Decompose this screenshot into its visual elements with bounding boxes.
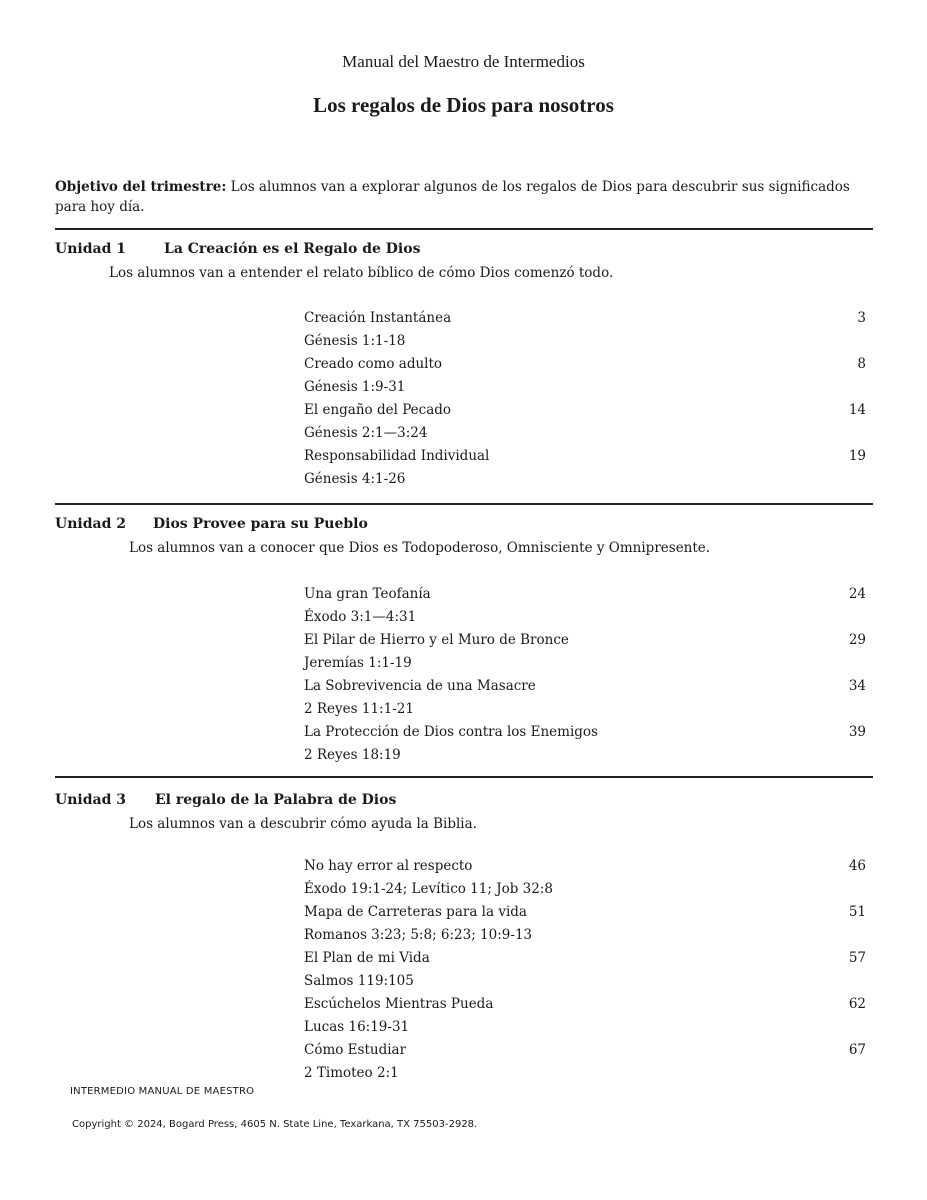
lesson-page-number: 8 [857,356,866,372]
lesson-scripture-row [304,376,866,399]
lesson-page-number: 19 [848,448,866,464]
section-divider [55,776,873,778]
lesson-scripture-row [304,744,866,767]
lesson-title: La Protección de Dios contra los Enemigos [304,724,598,740]
lesson-scripture: 2 Reyes 11:1-21 [304,701,414,717]
lesson-scripture-row [304,970,866,993]
lesson-page-number: 24 [848,586,866,602]
lesson-page-number: 51 [848,904,866,920]
lesson-row [304,583,866,606]
lesson-row [304,1039,866,1062]
lesson-scripture: Éxodo 3:1—4:31 [304,609,417,625]
unit-3-heading [55,792,396,808]
lesson-scripture-row [304,1016,866,1039]
lesson-title: El engaño del Pecado [304,402,452,418]
lesson-list [304,583,866,767]
lesson-row [304,353,866,376]
lesson-scripture-row [304,422,866,445]
lesson-scripture: Jeremías 1:1-19 [304,655,412,671]
unit-number: Unidad 3 [55,792,126,808]
lesson-page-number: 62 [848,996,866,1012]
lesson-scripture-row [304,878,866,901]
lesson-scripture-row [304,652,866,675]
lesson-scripture: Génesis 4:1-26 [304,471,406,487]
lesson-scripture-row [304,330,866,353]
lesson-title: Mapa de Carreteras para la vida [304,904,527,920]
lesson-page-number: 29 [848,632,866,648]
lesson-title: Responsabilidad Individual [304,448,490,464]
footer-label: INTERMEDIO MANUAL DE MAESTRO [70,1086,255,1097]
lesson-row [304,307,866,330]
lesson-scripture-row [304,606,866,629]
lesson-page-number: 14 [848,402,866,418]
quarter-objective [55,177,880,217]
lesson-scripture: Génesis 1:9-31 [304,379,406,395]
unit-1-heading [55,241,420,257]
lesson-scripture: Génesis 2:1—3:24 [304,425,428,441]
section-divider [55,503,873,505]
lesson-title: El Plan de mi Vida [304,950,430,966]
unit-title: El regalo de la Palabra de Dios [155,792,397,808]
lesson-scripture: Salmos 119:105 [304,973,414,989]
lesson-scripture: Romanos 3:23; 5:8; 6:23; 10:9-13 [304,927,533,943]
lesson-scripture-row [304,1062,866,1085]
lesson-title: No hay error al respecto [304,858,473,874]
lesson-page-number: 39 [848,724,866,740]
lesson-page-number: 3 [857,310,866,326]
lesson-row [304,993,866,1016]
lesson-title: Escúchelos Mientras Pueda [304,996,494,1012]
lesson-title: Creado como adulto [304,356,443,372]
unit-number: Unidad 2 [55,516,126,532]
lesson-scripture-row [304,468,866,491]
unit-description: Los alumnos van a entender el relato bíblico de cómo Dios comenzó todo. [109,265,614,281]
lesson-page-number: 34 [848,678,866,694]
lesson-row [304,901,866,924]
lesson-scripture: Génesis 1:1-18 [304,333,406,349]
lesson-list [304,307,866,491]
unit-title: Dios Provee para su Pueblo [153,516,368,532]
unit-title: La Creación es el Regalo de Dios [164,241,421,257]
unit-2-heading [55,516,368,532]
lesson-scripture-row [304,924,866,947]
unit-description: Los alumnos van a descubrir cómo ayuda la Biblia. [129,816,477,832]
lesson-title: Creación Instantánea [304,310,452,326]
lesson-page-number: 67 [848,1042,866,1058]
lesson-title: Una gran Teofanía [304,586,431,602]
lesson-title: La Sobrevivencia de una Masacre [304,678,536,694]
lesson-scripture-row [304,698,866,721]
lesson-row [304,721,866,744]
lesson-row [304,855,866,878]
lesson-page-number: 57 [848,950,866,966]
unit-number: Unidad 1 [55,241,126,257]
objective-label: Objetivo del trimestre: [55,179,227,195]
lesson-title: El Pilar de Hierro y el Muro de Bronce [304,632,569,648]
lesson-row [304,947,866,970]
section-divider [55,228,873,230]
lesson-scripture: Lucas 16:19-31 [304,1019,410,1035]
lesson-scripture: Éxodo 19:1-24; Levítico 11; Job 32:8 [304,881,553,897]
lesson-row [304,445,866,468]
lesson-row [304,629,866,652]
unit-description: Los alumnos van a conocer que Dios es Todopoderoso, Omnisciente y Omnipresente. [129,540,711,556]
objective-text: Los alumnos van a explorar algunos de los regalos de Dios para descubrir sus significados para hoy día. [55,179,850,215]
lesson-row [304,675,866,698]
lesson-list [304,855,866,1085]
manual-title: Manual del Maestro de Intermedios [342,52,585,71]
page-title: Los regalos de Dios para nosotros [313,93,614,117]
lesson-scripture: 2 Timoteo 2:1 [304,1065,399,1081]
lesson-row [304,399,866,422]
lesson-scripture: 2 Reyes 18:19 [304,747,401,763]
lesson-title: Cómo Estudiar [304,1042,407,1058]
copyright-notice: Copyright © 2024, Bogard Press, 4605 N. State Line, Texarkana, TX 75503-2928. [72,1119,478,1130]
lesson-page-number: 46 [848,858,866,874]
